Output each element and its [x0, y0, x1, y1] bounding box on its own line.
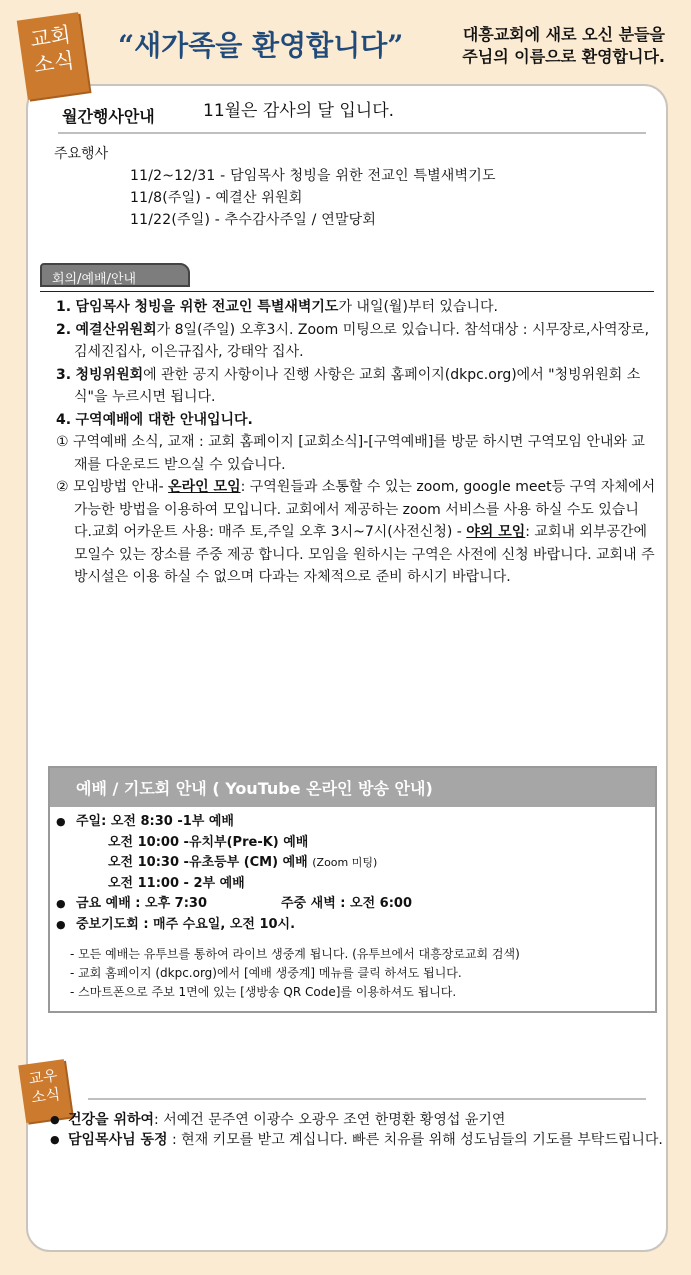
- events-label: 주요행사: [54, 146, 109, 162]
- website-note: - 교회 홈페이지 (dkpc.org)에서 [예배 생중계] 메뉴를 클릭 하셔도 됩니다.: [70, 966, 462, 980]
- dawn-service: 주중 새벽 : 오전 6:00: [281, 896, 412, 911]
- sunday-service: 오전 10:30 -유초등부 (CM) 예배 (Zoom 미팅): [108, 855, 378, 870]
- event-item: 11/2~12/31 - 담임목사 청빙을 위한 전교인 특별새벽기도: [130, 168, 496, 184]
- monthly-events-title: 월간행사안내: [62, 107, 155, 126]
- youtube-note: - 모든 예배는 유투브를 통하여 라이브 생중계 됩니다. (유투브에서 대흥장로교회 검색): [70, 947, 520, 961]
- cell-worship-method: ② 모임방법 안내- 온라인 모임: 구역원들과 소통할 수 있는 zoom, google meet등 구역 자체에서 가능한 방법을 이용하여 모입니다. 교회에서 제공하는 zoom 서비스를 사용 하실 수도 있습니다.교회 어카운트 사용: 매주 토,주일 오후 3시~7시(사전신청) - 야외 모임: 교회내 외부공간에 모일수 있는 장소를 주중 제공 합니다. 모임을 원하시는 구역은 사전에 신청 바랍니다. 교회내 주방시설은 이용 하실 수 없으며 다과는 자체적으로 준비 하시기 바랍니다.: [56, 479, 656, 585]
- notice-item: 3. 청빙위원회에 관한 공지 사항이나 진행 사항은 교회 홈페이지(dkpc.org)에서 "청빙위원회 소식"을 누르시면 됩니다.: [56, 366, 641, 405]
- divider: [58, 132, 646, 134]
- worship-schedule-box: [48, 766, 657, 1013]
- health-prayer-item: ● 건강을 위하여: 서예건 문주연 이광수 오광우 조연 한명환 황영섭 윤기연: [50, 1110, 670, 1130]
- sunday-service: 오전 11:00 - 2부 예배: [108, 875, 245, 891]
- pastor-news-item: ● 담임목사님 동정 : 현재 키모를 받고 계십니다. 빠른 치유를 위해 성도님들의 기도를 부탁드립니다.: [50, 1130, 670, 1150]
- welcome-title: “새가족을 환영합니다”: [118, 29, 404, 62]
- content-panel: [26, 84, 668, 1252]
- sunday-service: 오전 10:00 -유치부(Pre-K) 예배: [108, 834, 309, 850]
- welcome-subtitle-line2: 주님의 이름으로 환영합니다.: [462, 46, 665, 66]
- prayer-meeting: ● 중보기도회 : 매주 수요일, 오전 10시.: [50, 915, 655, 936]
- notice-item: 2. 예결산위원회가 8일(주일) 오후3시. Zoom 미팅으로 있습니다. 참석대상 : 시무장로,사역장로, 김세진집사, 이은규집사, 강태악 집사.: [56, 321, 650, 360]
- monthly-headline: 11월은 감사의 달 입니다.: [203, 101, 395, 121]
- event-item: 11/22(주일) - 추수감사주일 / 연말당회: [130, 212, 377, 228]
- notice-item: 4. 구역예배에 대한 안내입니다.: [56, 411, 253, 428]
- divider: [88, 1098, 646, 1100]
- notice-list: [56, 296, 656, 589]
- member-news-tag: 교우 소식: [18, 1059, 72, 1123]
- worship-body: [50, 812, 655, 1002]
- member-news-list: [50, 1110, 670, 1150]
- qr-note: - 스마트폰으로 주보 1면에 있는 [생방송 QR Code]를 이용하셔도 됩니다.: [70, 985, 457, 999]
- cell-worship-info: ① 구역예배 소식, 교재 : 교회 홈페이지 [교회소식]-[구역예배]를 방문 하시면 구역모임 안내와 교재를 다운로드 받으실 수 있습니다.: [56, 434, 645, 473]
- welcome-subtitle-line1: 대흥교회에 새로 오신 분들을: [462, 25, 665, 44]
- notice-item: 1. 담임목사 청빙을 위한 전교인 특별새벽기도가 내일(월)부터 있습니다.: [56, 299, 498, 315]
- divider: [40, 291, 654, 292]
- event-item: 11/8(주일) - 예결산 위원회: [130, 190, 303, 206]
- friday-service: ● 금요 예배 : 오후 7:30 주중 새벽 : 오전 6:00: [50, 894, 655, 915]
- sunday-service: ● 주일: 오전 8:30 -1부 예배: [50, 812, 655, 833]
- meeting-section-tab: 회의/예배/안내: [40, 263, 190, 287]
- welcome-subtitle: [462, 24, 665, 67]
- church-news-tag: 교회 소식: [17, 12, 90, 100]
- worship-heading: 예배 / 기도회 안내 ( YouTube 온라인 방송 안내): [50, 768, 655, 807]
